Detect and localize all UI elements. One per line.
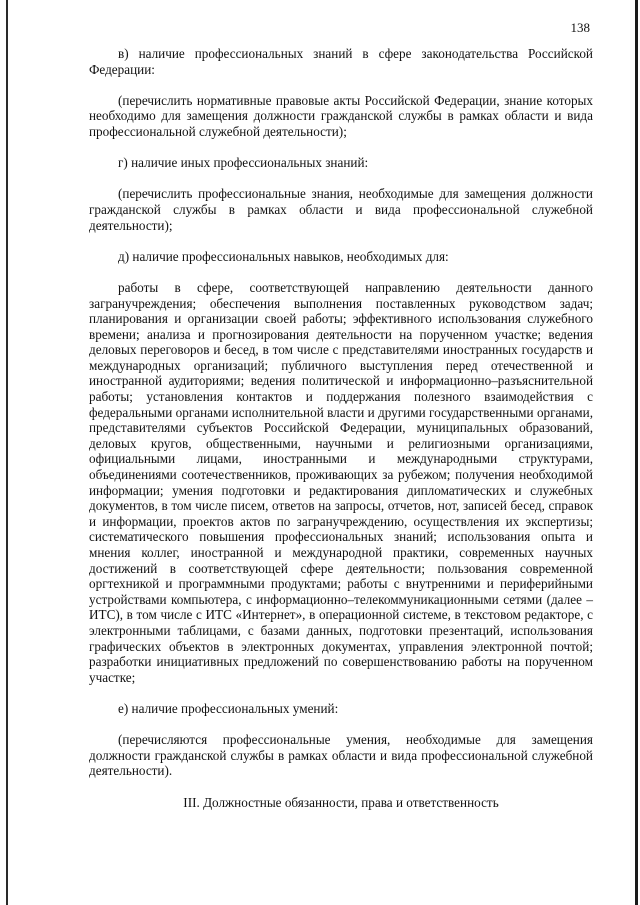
paragraph-other-knowledge: г) наличие иных профессиональных знаний: xyxy=(118,155,369,171)
section-heading: III. Должностные обязанности, права и ответственность xyxy=(183,794,499,810)
paragraph-legal-acts-note: (перечислить нормативные правовые акты Российской Федерации, знание которых необходимо для замещения должности гражданской службы в рамках области и вида профессиональной служебной деятельности); xyxy=(89,92,593,139)
paragraph-skills-list: работы в сфере, соответствующей направлению деятельности данного загранучреждения; обеспечения выполнения поставленных руководством задач; планирования и организации своей работы; эффективного использования служебного времени; анализа и прогнозирования деятельности на порученном участке; ведения деловых переговоров и бесед, в том числе с представителями иностранных государств и международных организаций; публичного выступления перед отечественной и иностранной аудиториями; ведения политической и информационно–разъяснительной работы; установления контактов и поддержания полезного взаимодействия с федеральными органами исполнительной власти и другими государственными органами, представителями субъектов Российской Федерации, муниципальных образований, деловых кругов, общественными, научными и религиозными организациями, официальными лицами, иностранными и международными структурами, объединениями соотечественников, проживающих за рубежом; получения необходимой информации; умения подготовки и редактирования дипломатических и служебных документов, в том числе писем, ответов на запросы, отчетов, нот, записей бесед, справок и информации, проектов актов по загранучреждению, осуществления их экспертизы; систематического повышения профессиональных знаний; использования опыта и мнения коллег, иностранной и международной практики, современных научных достижений в соответствующей сфере деятельности; пользования современной оргтехникой и программными продуктами; работы с внутренними и периферийными устройствами компьютера, с информационно–телекоммуникационными сетями (далее – ИТС), в том числе с ИТС «Интернет», в операционной системе, в текстовом редакторе, с электронными таблицами, с базами данных, подготовки презентаций, использования графических объектов в электронных документах, управления электронной почтой; разработки инициативных предложений по совершенствованию работы на порученном участке; xyxy=(89,279,593,685)
page-number: 138 xyxy=(570,20,590,35)
paragraph-skills: д) наличие профессиональных навыков, необходимых для: xyxy=(118,248,449,264)
paragraph-abilities: е) наличие профессиональных умений: xyxy=(118,700,339,716)
paragraph-other-knowledge-note: (перечислить профессиональные знания, необходимые для замещения должности гражданской службы в рамках области и вида профессиональной служебной деятельности); xyxy=(89,186,593,233)
paragraph-legal-knowledge: в) наличие профессиональных знаний в сфере законодательства Российской Федерации: xyxy=(89,46,593,77)
paragraph-abilities-note: (перечисляются профессиональные умения, необходимые для замещения должности гражданской службы в рамках области и вида профессиональной служебной деятельности). xyxy=(89,732,593,779)
scan-edge-left xyxy=(6,0,8,905)
document-body xyxy=(89,46,593,810)
scan-edge-right xyxy=(635,0,638,905)
